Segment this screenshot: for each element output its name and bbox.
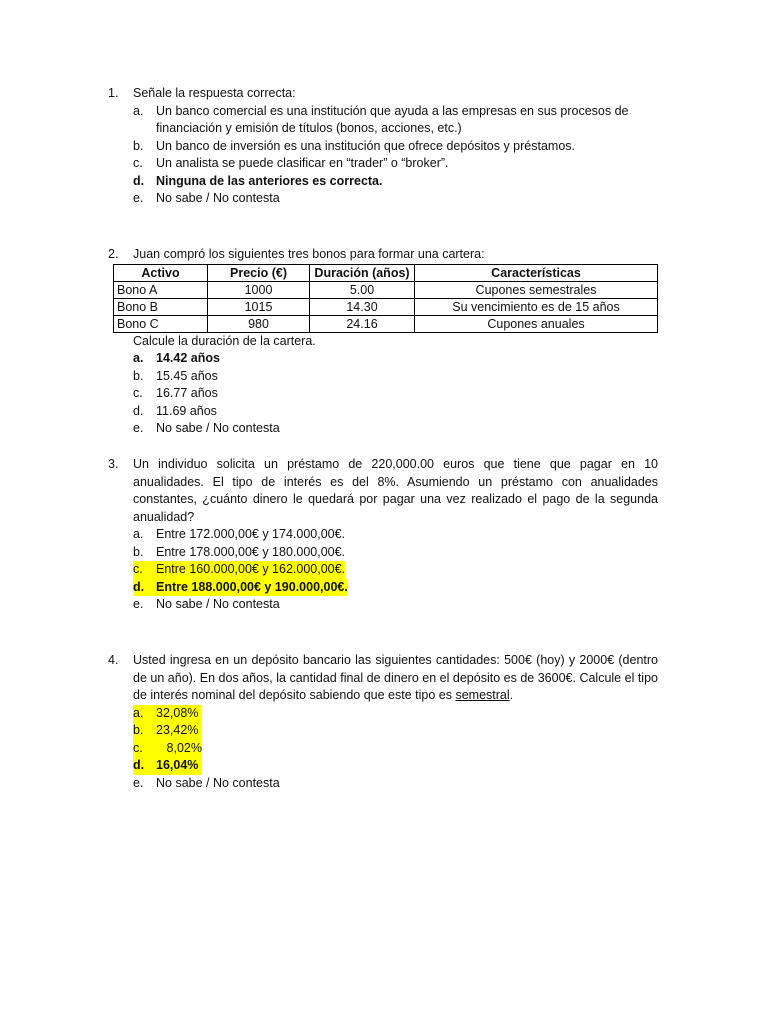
question-text: Señale la respuesta correcta: xyxy=(133,86,296,100)
question-4 xyxy=(108,652,658,792)
option-c[interactable]: c. 8,02% xyxy=(133,740,658,758)
question-text: Un individuo solicita un préstamo de 220,000.00 euros que tiene que pagar en 10 anualidades. El tipo de interés es del 8%. Asumiendo un préstamo con anualidades constantes, ¿cuánto dinero le quedará por pagar una vez realizado el pago de la segunda anualidad? xyxy=(133,457,658,524)
option-a[interactable]: a. 14.42 años xyxy=(133,351,220,365)
option-c[interactable]: c. Un analista se puede clasificar en “trader” o “broker”. xyxy=(133,156,449,170)
option-e[interactable]: e. No sabe / No contesta xyxy=(133,191,280,205)
question-prompt: Calcule la duración de la cartera. xyxy=(133,333,316,348)
table-cell: 24.16 xyxy=(310,315,415,332)
question-1 xyxy=(108,85,658,208)
question-number: 1. xyxy=(108,86,119,100)
option-d[interactable]: d. Ninguna de las anteriores es correcta. xyxy=(133,173,383,188)
table-header: Características xyxy=(415,264,658,281)
option-d[interactable]: d. 11.69 años xyxy=(133,403,217,418)
table-header-row xyxy=(114,264,658,281)
option-a[interactable]: a. 32,08% xyxy=(133,705,658,723)
table-header: Activo xyxy=(114,264,208,281)
question-text: Juan compró los siguientes tres bonos para formar una cartera: xyxy=(133,247,485,261)
option-d[interactable]: d. 16,04% xyxy=(133,757,658,775)
option-a[interactable]: a. Un banco comercial es una institución que ayuda a las empresas en sus procesos de financiación y emisión de títulos (bonos, acciones, etc.) xyxy=(133,103,629,135)
option-c[interactable]: c. 16.77 años xyxy=(133,386,218,400)
table-cell: Bono C xyxy=(114,315,208,332)
option-c[interactable]: c. Entre 160.000,00€ y 162.000,00€. xyxy=(133,561,658,579)
table-cell: Cupones semestrales xyxy=(415,281,658,298)
option-b[interactable]: b. Un banco de inversión es una institución que ofrece depósitos y préstamos. xyxy=(133,138,575,153)
table-cell: 14.30 xyxy=(310,298,415,315)
table-row xyxy=(114,281,658,298)
table-cell: 1000 xyxy=(208,281,310,298)
question-2 xyxy=(108,246,658,438)
table-cell: Su vencimiento es de 15 años xyxy=(415,298,658,315)
option-b[interactable]: b. 15.45 años xyxy=(133,368,218,383)
table-row xyxy=(114,315,658,332)
table-header: Duración (años) xyxy=(310,264,415,281)
table-cell: Cupones anuales xyxy=(415,315,658,332)
question-3 xyxy=(108,456,658,614)
option-e[interactable]: e. No sabe / No contesta xyxy=(133,597,280,611)
bond-table xyxy=(113,264,658,333)
question-number: 2. xyxy=(108,247,119,261)
question-text: Usted ingresa en un depósito bancario las siguientes cantidades: 500€ (hoy) y 2000€ (dentro de un año). En dos años, la cantidad final de dinero en el depósito es de 3600€. Calcule el tipo de interés nominal del depósito sabiendo que este tipo es semestral. xyxy=(133,653,658,702)
table-cell: Bono A xyxy=(114,281,208,298)
table-cell: 5.00 xyxy=(310,281,415,298)
table-cell: 1015 xyxy=(208,298,310,315)
option-b[interactable]: b. 23,42% xyxy=(133,722,658,740)
table-cell: 980 xyxy=(208,315,310,332)
table-row xyxy=(114,298,658,315)
option-e[interactable]: e. No sabe / No contesta xyxy=(133,421,280,435)
option-e[interactable]: e. No sabe / No contesta xyxy=(133,775,280,790)
question-number: 4. xyxy=(108,653,119,667)
table-header: Precio (€) xyxy=(208,264,310,281)
table-cell: Bono B xyxy=(114,298,208,315)
option-b[interactable]: b. Entre 178.000,00€ y 180.000,00€. xyxy=(133,544,346,559)
option-a[interactable]: a. Entre 172.000,00€ y 174.000,00€. xyxy=(133,527,346,541)
question-number: 3. xyxy=(108,457,119,471)
option-d[interactable]: d. Entre 188.000,00€ y 190.000,00€. xyxy=(133,579,658,597)
